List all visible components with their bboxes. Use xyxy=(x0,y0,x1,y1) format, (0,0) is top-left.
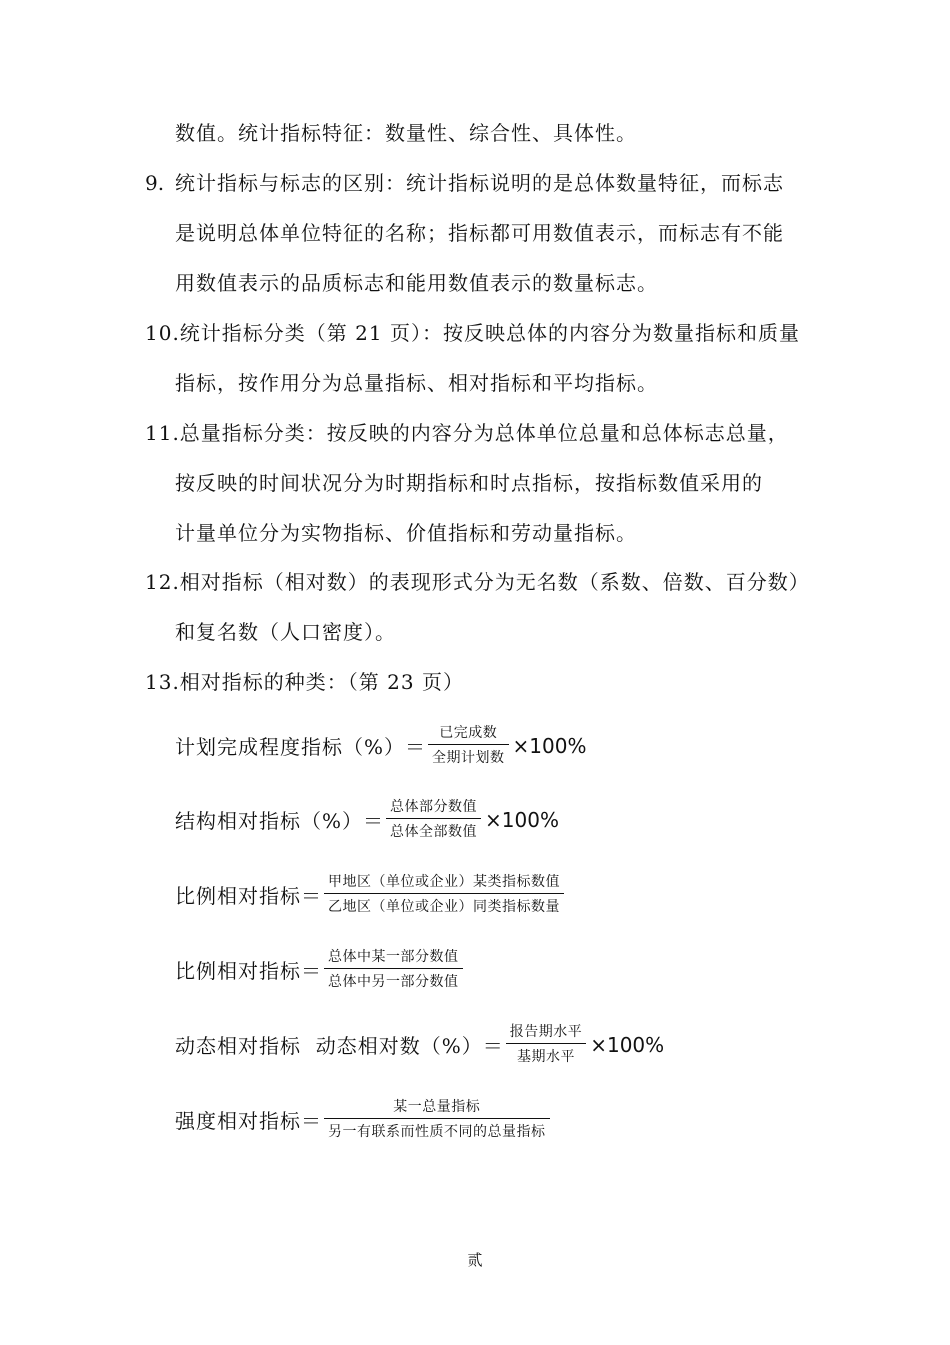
denominator: 另一有联系而性质不同的总量指标 xyxy=(328,1124,546,1140)
formula-label: 比例相对指标＝ xyxy=(175,884,322,908)
formula-proportion-region xyxy=(175,873,566,916)
fraction xyxy=(428,724,509,767)
formula-label: 计划完成程度指标（%）＝ xyxy=(175,735,427,759)
fraction xyxy=(324,873,564,916)
text-line: 和复名数（人口密度）。 xyxy=(175,620,396,644)
fraction xyxy=(386,798,481,841)
formula-label: 比例相对指标＝ xyxy=(175,959,322,983)
text-line: 11.总量指标分类：按反映的内容分为总体单位总量和总体标志总量， xyxy=(145,421,789,445)
denominator: 总体全部数值 xyxy=(390,824,478,840)
numerator: 总体部分数值 xyxy=(390,799,478,815)
formula-label: 动态相对指标 动态相对数（%）＝ xyxy=(175,1034,504,1058)
numerator: 某一总量指标 xyxy=(393,1099,481,1115)
text-line: 用数值表示的品质标志和能用数值表示的数量标志。 xyxy=(175,271,658,295)
formula-suffix: ×100% xyxy=(485,807,559,832)
formula-suffix: ×100% xyxy=(590,1032,665,1057)
denominator: 基期水平 xyxy=(516,1049,575,1065)
text-line: 指标，按作用分为总量指标、相对指标和平均指标。 xyxy=(175,371,658,395)
numerator: 甲地区（单位或企业）某类指标数值 xyxy=(328,874,560,890)
page-footer: 贰 xyxy=(467,1251,483,1269)
formula-intensity xyxy=(175,1098,552,1141)
formula-label: 结构相对指标（%）＝ xyxy=(175,809,385,833)
denominator: 总体中另一部分数值 xyxy=(328,974,459,990)
text-line: 10.统计指标分类（第 21 页）：按反映总体的内容分为数量指标和质量 xyxy=(145,321,800,345)
formula-structure xyxy=(175,798,559,841)
text-line: 13.相对指标的种类：（第 23 页） xyxy=(145,670,464,694)
formula-dynamic xyxy=(175,1023,664,1066)
item-number: 9. xyxy=(145,171,165,195)
formula-plan-completion xyxy=(175,724,586,767)
text-line: 数值。统计指标特征：数量性、综合性、具体性。 xyxy=(175,121,637,145)
numerator: 已完成数 xyxy=(439,725,498,741)
text-line: 是说明总体单位特征的名称；指标都可用数值表示，而标志有不能 xyxy=(175,221,784,245)
denominator: 乙地区（单位或企业）同类指标数量 xyxy=(328,899,560,915)
fraction xyxy=(506,1023,587,1066)
text-line: 统计指标与标志的区别：统计指标说明的是总体数量特征，而标志 xyxy=(175,171,784,195)
formula-label: 强度相对指标＝ xyxy=(175,1109,322,1133)
fraction xyxy=(324,1098,550,1141)
numerator: 总体中某一部分数值 xyxy=(328,949,459,965)
numerator: 报告期水平 xyxy=(509,1024,583,1040)
formula-suffix: ×100% xyxy=(512,733,587,758)
formula-proportion-part xyxy=(175,948,465,991)
text-line: 计量单位分为实物指标、价值指标和劳动量指标。 xyxy=(175,521,637,545)
text-line: 12.相对指标（相对数）的表现形式分为无名数（系数、倍数、百分数） xyxy=(145,570,810,594)
denominator: 全期计划数 xyxy=(432,750,505,766)
fraction xyxy=(324,948,463,991)
text-line: 按反映的时间状况分为时期指标和时点指标，按指标数值采用的 xyxy=(175,471,763,495)
